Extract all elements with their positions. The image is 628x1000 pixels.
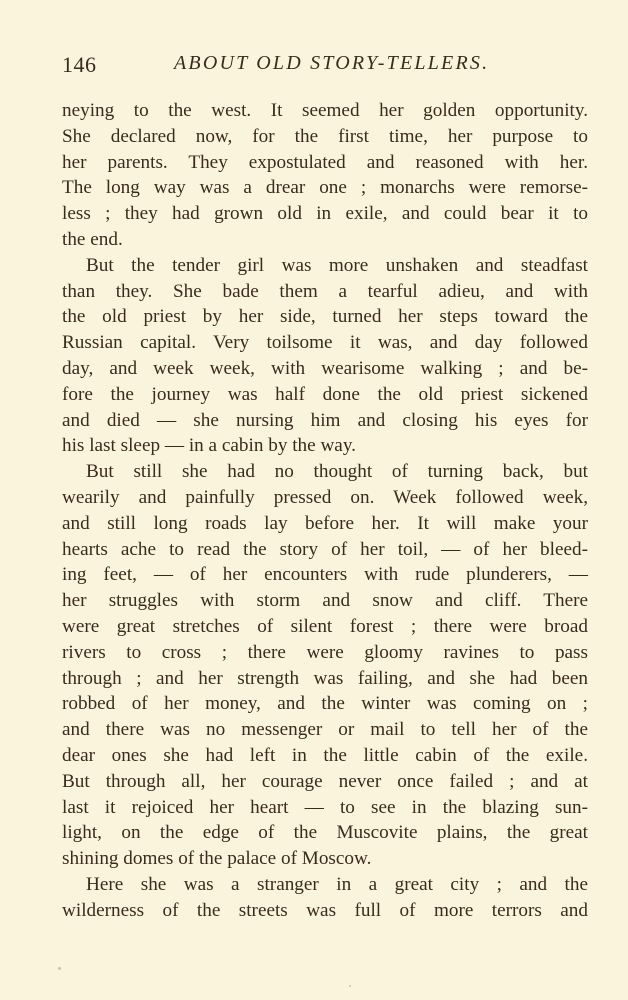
paragraph-last-line: shining domes of the palace of Moscow.	[62, 848, 372, 870]
text-line: were great stretches of silent forest ; there were broad	[62, 615, 588, 637]
paper-speck	[349, 985, 351, 987]
text-line: wearily and painfully pressed on. Week followed week,	[62, 486, 588, 508]
paragraph-first-line: Here she was a stranger in a great city ; and the	[86, 873, 588, 895]
text-line: her struggles with storm and snow and cliff. There	[62, 590, 588, 612]
text-line: through ; and her strength was failing, and she had been	[62, 667, 588, 689]
text-line: rivers to cross ; there were gloomy ravines to pass	[62, 641, 588, 663]
text-line: dear ones she had left in the little cabin of the exile.	[62, 744, 588, 766]
text-line: Russian capital. Very toilsome it was, and day followed	[62, 332, 588, 354]
paragraph-last-line: his last sleep — in a cabin by the way.	[62, 435, 356, 457]
text-line: neying to the west. It seemed her golden opportunity.	[62, 100, 588, 121]
text-line: wilderness of the streets was full of more terrors and	[62, 899, 588, 921]
paragraph-last-line: the end.	[62, 228, 123, 250]
text-line: and still long roads lay before her. It will make your	[62, 512, 588, 534]
paper-speck	[58, 967, 61, 970]
paragraph-first-line: But still she had no thought of turning back, but	[86, 461, 588, 483]
text-line: ing feet, — of her encounters with rude plunderers, —	[62, 564, 588, 586]
text-line: The long way was a drear one ; monarchs were remorse-	[62, 177, 588, 199]
running-head	[62, 50, 590, 80]
body-text	[62, 98, 588, 924]
paragraph-first-line: But the tender girl was more unshaken and steadfast	[86, 254, 588, 276]
text-line: and there was no messenger or mail to tell her of the	[62, 719, 588, 741]
text-line: She declared now, for the first time, her purpose to	[62, 125, 588, 147]
text-line: last it rejoiced her heart — to see in the blazing sun-	[62, 796, 588, 818]
text-line: the old priest by her side, turned her steps toward the	[62, 306, 588, 328]
text-line: fore the journey was half done the old priest sickened	[62, 383, 588, 405]
text-line: hearts ache to read the story of her toil, — of her bleed-	[62, 538, 588, 560]
page-number: 146	[62, 52, 97, 77]
text-line: But through all, her courage never once failed ; and at	[62, 770, 588, 792]
running-title: ABOUT OLD STORY-TELLERS.	[174, 52, 490, 74]
text-line: her parents. They expostulated and reasoned with her.	[62, 151, 588, 173]
text-line: day, and week week, with wearisome walking ; and be-	[62, 357, 588, 379]
text-line: less ; they had grown old in exile, and could bear it to	[62, 203, 588, 225]
text-line: than they. She bade them a tearful adieu, and with	[62, 280, 588, 302]
text-line: robbed of her money, and the winter was coming on ;	[62, 693, 588, 715]
text-line: and died — she nursing him and closing his eyes for	[62, 409, 588, 431]
text-line: light, on the edge of the Muscovite plains, the great	[62, 822, 588, 844]
